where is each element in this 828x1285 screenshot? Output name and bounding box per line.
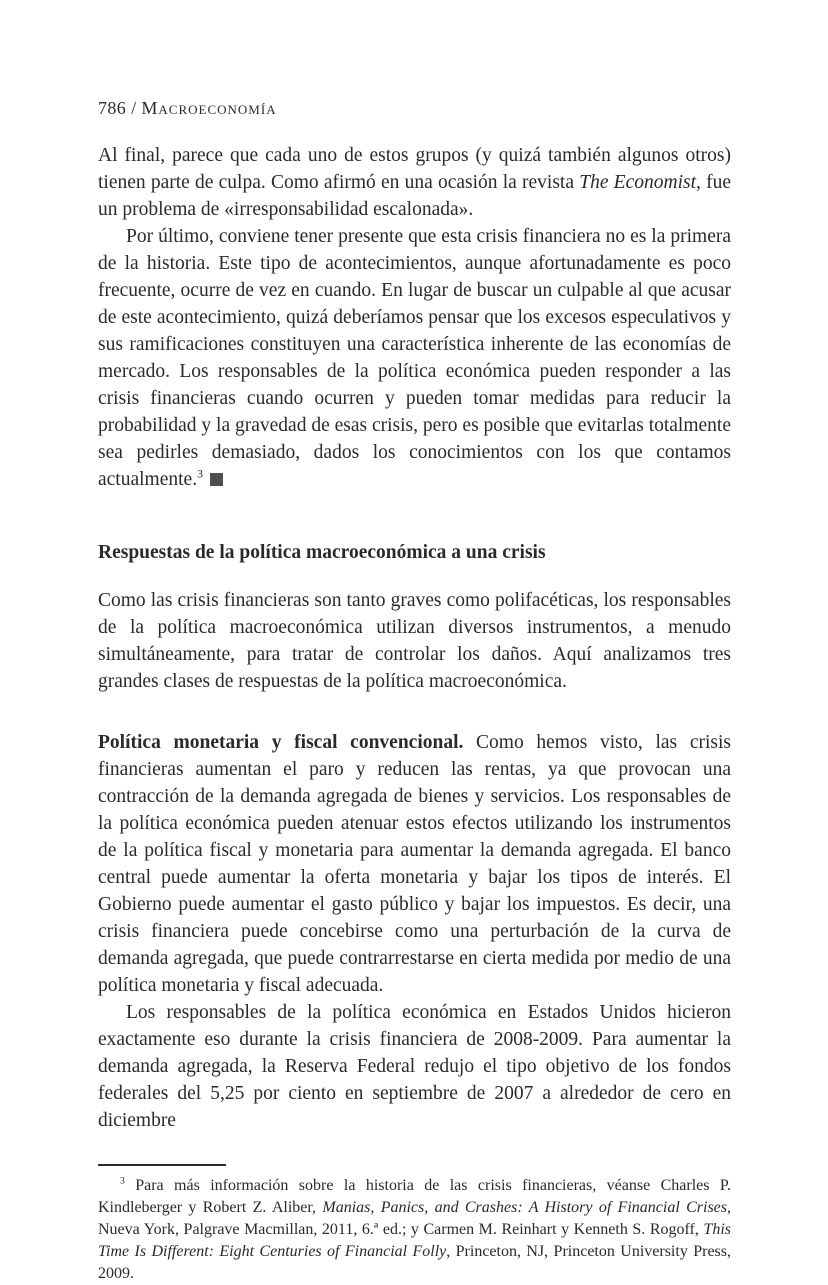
running-header — [98, 96, 731, 120]
paragraph — [98, 587, 731, 695]
text-segment: Manias, Panics, and Crashes: A History of Financial Crises — [322, 1199, 728, 1216]
book-title: Macroeconomía — [141, 98, 277, 118]
paragraph — [98, 729, 731, 999]
footnote-reference: 3 — [197, 467, 203, 481]
paragraph — [98, 142, 731, 223]
header-separator: / — [126, 98, 142, 118]
text-segment: Como las crisis financieras son tanto graves como polifacéticas, los responsables de la política macroeconómica utilizan diversos instrumentos, a menudo simultáneamente, para tratar de controlar los daños. Aquí analizamos tres grandes clases de respuestas de la política macroeconómica. — [98, 590, 731, 692]
paragraph — [98, 999, 731, 1134]
text-segment: Para más información sobre la historia de las crisis financieras, véanse Charles P. Kindleberger y Robert Z. Aliber, — [98, 1177, 731, 1216]
end-of-section-marker-icon — [210, 473, 223, 486]
text-segment: , fue un problema de «irresponsabilidad escalonada». — [98, 172, 731, 220]
text-segment: Los responsables de la política económica en Estados Unidos hicieron exactamente eso durante la crisis financiera de 2008-2009. Para aumentar la demanda agregada, la Reserva Federal redujo el tipo objetivo de los fondos federales del 5,25 por ciento en septiembre de 2007 a alrededor de cero en diciembre — [98, 1002, 731, 1131]
text-segment: Política monetaria y fiscal convencional. — [98, 732, 464, 753]
text-segment: Como hemos visto, las crisis financieras aumentan el paro y reducen las rentas, ya que provocan una contracción de la demanda agregada de bienes y servicios. Los responsables de la política económica pueden atenuar estos efectos utilizando los instrumentos de la política fiscal y monetaria para aumentar la demanda agregada. El banco central puede aumentar la oferta monetaria y bajar los tipos de interés. El Gobierno puede aumentar el gasto público y bajar los impuestos. Es decir, una crisis financiera puede concebirse como una perturbación de la curva de demanda agregada, que puede contrarrestarse en cierta medida por medio de una política monetaria y fiscal adecuada. — [98, 732, 731, 996]
footnote — [98, 1164, 731, 1285]
text-segment: This Time Is Different: Eight Centuries of Financial Folly — [98, 1221, 731, 1260]
text-segment: Al final, parece que cada uno de estos grupos (y quizá también algunos otros) tienen parte de culpa. Como afirmó en una ocasión la revista — [98, 145, 731, 193]
footnote-reference: 3 — [120, 1175, 125, 1187]
footnote-text — [98, 1175, 731, 1285]
section-heading: Respuestas de la política macroeconómica a una crisis — [98, 542, 546, 563]
page-number: 786 — [98, 98, 127, 118]
text-segment: , Nueva York, Palgrave Macmillan, 2011, 6.ª ed.; y Carmen M. Reinhart y Kenneth S. Rogoff, — [98, 1199, 732, 1238]
text-segment: Por último, conviene tener presente que esta crisis financiera no es la primera de la historia. Este tipo de acontecimientos, aunque afortunadamente es poco frecuente, ocurre de vez en cuando. En lugar de buscar un culpable al que acusar de este acontecimiento, quizá deberíamos pensar que los excesos especulativos y sus ramificaciones constituyen una característica inherente de las economías de mercado. Los responsables de la política económica pueden responder a las crisis financieras cuando ocurren y pueden tomar medidas para reducir la probabilidad y la gravedad de esas crisis, pero es posible que evitarlas totalmente sea pedirles demasiado, dados los conocimientos con los que contamos actualmente. — [98, 226, 731, 490]
footnote-divider — [98, 1164, 226, 1166]
paragraph — [98, 223, 731, 493]
text-segment: , Princeton, NJ, Princeton University Press, 2009. — [98, 1243, 732, 1282]
text-segment: The Economist — [579, 172, 696, 193]
page-body — [98, 142, 731, 1134]
